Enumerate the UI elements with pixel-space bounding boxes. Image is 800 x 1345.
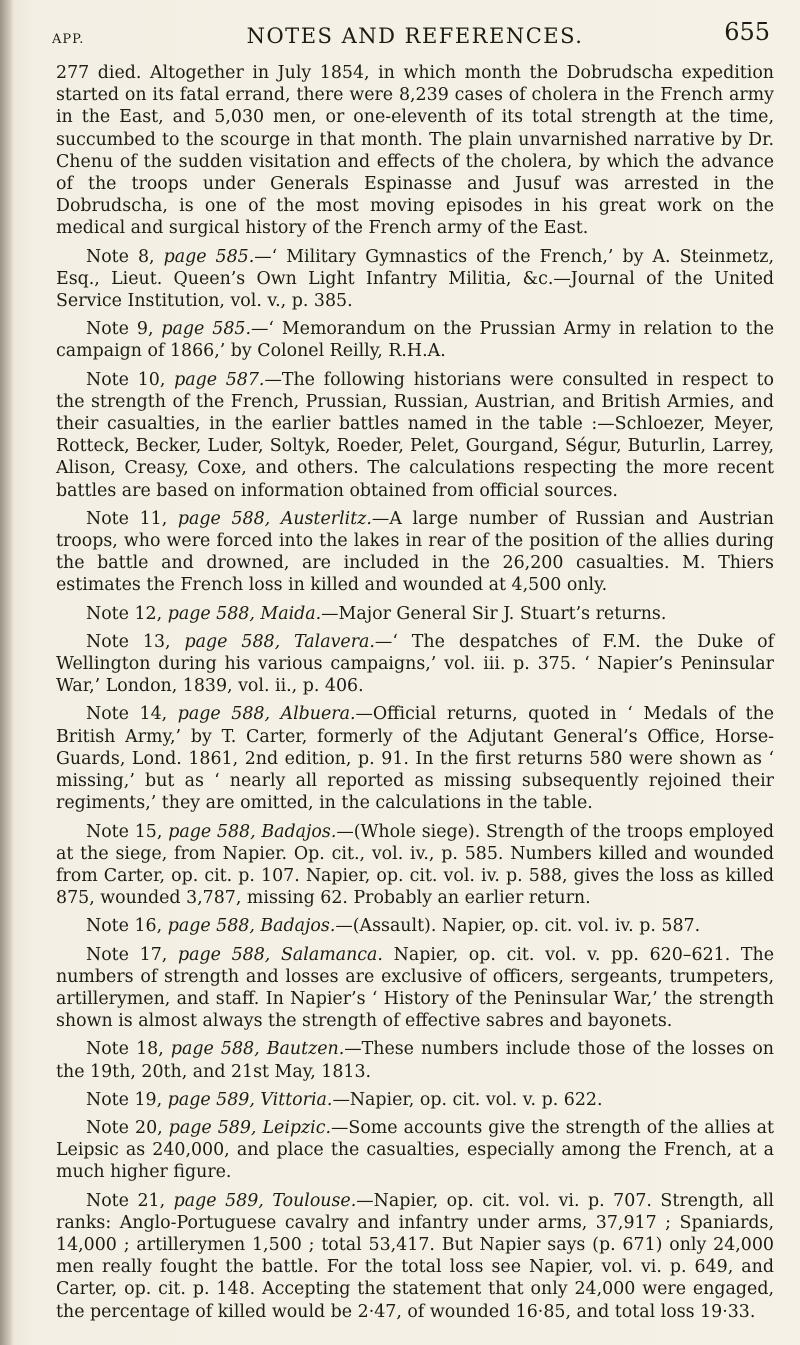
section-abbrev: APP. [52, 32, 85, 47]
note-15: Note 15, page 588, Badajos.—(Whole siege). Strength of the troops employed at the siege, from Napier. Op. cit., vol. iv., p. 585. Numbers killed and wounded from Carter, op. cit. p. 107. Napier, op. cit. vol. iv. p. 588, gives the loss as killed 875, wounded 3,787, missing 62. Probably an earlier return. [56, 821, 775, 909]
notes-body [56, 62, 774, 1323]
note-17: Note 17, page 588, Salamanca. Napier, op. cit. vol. v. pp. 620–621. The numbers of strength and losses are exclusive of officers, sergeants, trumpeters, artillerymen, and staff. In Napier’s ‘ History of the Peninsular War,’ the strength shown is almost always the strength of effective sabres and bayonets. [56, 944, 775, 1032]
note-12: Note 12, page 588, Maida.—Major General Sir J. Stuart’s returns. [86, 603, 667, 624]
note-16: Note 16, page 588, Badajos.—(Assault). Napier, op. cit. vol. iv. p. 587. [86, 916, 701, 937]
note-9: Note 9, page 585.—‘ Memorandum on the Prussian Army in relation to the campaign of 1866,’ by Colonel Reilly, R.H.A. [56, 319, 774, 362]
note-14: Note 14, page 588, Albuera.—Official returns, quoted in ‘ Medals of the British Army,’ by T. Carter, formerly of the Adjutant General’s Office, Horse-Guards, Lond. 1861, 2nd edition, p. 91. In the first returns 580 were shown as ‘ missing,’ but as ‘ nearly all reported as missing subsequently rejoined their regiments,’ they are omitted, in the calculations in the table. [56, 704, 774, 814]
page-header [52, 16, 774, 56]
note-10: Note 10, page 587.—The following historians were consulted in respect to the strength of the French, Prussian, Russian, Austrian, and British Armies, and their casualties, in the earlier battles named in the table :—Schloezer, Meyer, Rotteck, Becker, Luder, Soltyk, Roeder, Pelet, Gourgand, Ségur, Buturlin, Larrey, Alison, Creasy, Coxe, and others. The calculations respecting the more recent battles are based on information obtained from official sources. [56, 369, 774, 501]
note-11: Note 11, page 588, Austerlitz.—A large number of Russian and Austrian troops, who were forced into the lakes in rear of the position of the allies during the battle and drowned, are included in the 26,200 casualties. M. Thiers estimates the French loss in killed and wounded at 4,500 only. [56, 508, 774, 596]
note-8: Note 8, page 585.—‘ Military Gymnastics of the French,’ by A. Steinmetz, Esq., Lieut. Queen’s Own Light Infantry Militia, &c.—Journal of the United Service Institution, vol. v., p. 385. [56, 246, 774, 312]
note-18: Note 18, page 588, Bautzen.—These numbers include those of the losses on the 19th, 20th, and 21st May, 1813. [56, 1039, 774, 1082]
page-binding-shadow [0, 0, 14, 1345]
note-13: Note 13, page 588, Talavera.—‘ The despatches of F.M. the Duke of Wellington during his various campaigns,’ vol. iii. p. 375. ‘ Napier’s Peninsular War,’ London, 1839, vol. ii., p. 406. [56, 631, 775, 697]
page-number: 655 [724, 18, 770, 46]
note-21: Note 21, page 589, Toulouse.—Napier, op. cit. vol. vi. p. 707. Strength, all ranks: Anglo-Portuguese cavalry and infantry under arms, 37,917 ; Spaniards, 14,000 ; artillerymen 1,500 ; total 53,417. But Napier says (p. 671) only 24,000 men really fought the battle. For the total loss see Napier, vol. vi. p. 649, and Carter, op. cit. p. 148. Accepting the statement that only 24,000 were engaged, the percentage of killed would be 2·47, of wounded 16·85, and total loss 19·33. [56, 1190, 774, 1322]
note-continuation: 277 died. Altogether in July 1854, in which month the Dobrudscha expedition started on its fatal errand, there were 8,239 cases of cholera in the French army in the East, and 5,030 men, or one-eleventh of its total strength at the time, succumbed to the scourge in that month. The plain unvarnished narrative by Dr. Chenu of the sudden visitation and effects of the cholera, by which the advance of the troops under Generals Espinasse and Jusuf was arrested in the Dobrudscha, is one of the most moving episodes in his great work on the medical and surgical history of the French army of the East. [56, 63, 774, 239]
running-title: NOTES AND REFERENCES. [246, 24, 584, 48]
note-20: Note 20, page 589, Leipzic.—Some accounts give the strength of the allies at Leipsic as 240,000, and place the casualties, especially among the French, at a much higher figure. [56, 1117, 774, 1183]
note-19: Note 19, page 589, Vittoria.—Napier, op. cit. vol. v. p. 622. [86, 1089, 603, 1110]
